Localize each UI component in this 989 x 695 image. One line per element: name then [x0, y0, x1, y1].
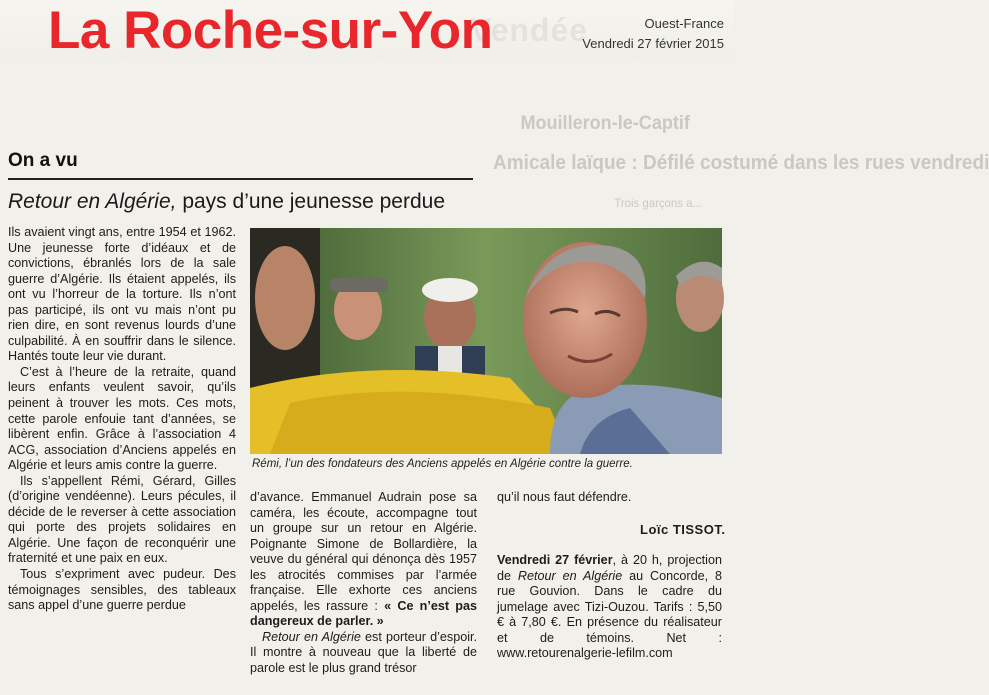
- paragraph-5: [250, 490, 477, 630]
- paragraph-4: Tous s’expriment avec pudeur. Des témoignages sensibles, des tableaux sans appel d’une guerre perdue: [8, 567, 236, 613]
- publication-date: Vendredi 27 février 2015: [582, 36, 724, 51]
- headline-italic: Retour en Algérie,: [8, 190, 177, 213]
- paragraph-6: [250, 630, 477, 677]
- paragraph-6-text: est porteur d’espoir. Il montre à nouveau que la liberté de parole est le plus grand trésor: [250, 629, 478, 676]
- paragraph-3: Ils s’appellent Rémi, Gérard, Gilles (d’origine vendéenne). Leurs pécules, il décide de le reverser à cette association qui porte des projets solidaires en Algérie. Une façon de reconquérir une fraternité et une paix en eux.: [8, 473, 236, 566]
- paragraph-7: qu’il nous faut défendre.: [497, 490, 632, 504]
- bleed-through-line-2: Amicale laïque : Défilé costumé dans les rues vendredi: [493, 152, 989, 174]
- paragraph-5-text: d’avance. Emmanuel Audrain pose sa caméra, les écoute, accompagne tout un groupe sur un retour en Algérie. Poignante Simone de Bollardière, la veuve du général qui dénonça dès 1957 les atrocités commises par l’armée française. Elle exhorte ces anciens appelés, les rassure :: [250, 490, 477, 613]
- film-title: Retour en Algérie: [262, 629, 361, 644]
- article-column-2: [250, 490, 477, 677]
- newspaper-name: Ouest-France: [644, 16, 724, 31]
- bleed-through-masthead: Vendée: [470, 12, 589, 48]
- screening-date: Vendredi 27 février: [497, 553, 613, 567]
- city-title: La Roche-sur-Yon: [48, 1, 493, 60]
- paragraph-1: Ils avaient vingt ans, entre 1954 et 1962. Une jeunesse forte d’idéaux et de convictions, ébranlés lors de la sale guerre d’Algérie. Ils étaient appelés, ils ont vu l’horreur de la torture. Ils n’ont pas participé, ils ont vu mais n’ont pu rien dire, en sont revenus lourds d’une culpabilité. À en souffrir dans le silence. Hantés toute leur vie durant.: [8, 225, 236, 364]
- article-photo: [250, 228, 722, 454]
- section-rubric: On a vu: [8, 150, 78, 171]
- article-column-3: [497, 490, 722, 506]
- photo-caption: Rémi, l’un des fondateurs des Anciens appelés en Algérie contre la guerre.: [252, 458, 633, 470]
- screening-text-1: , à 20 h, projection de: [497, 553, 722, 583]
- screening-info: [497, 553, 722, 662]
- bleed-through-line-1: Mouilleron-le-Captif: [520, 113, 690, 134]
- paragraph-2: C’est à l’heure de la retraite, quand leurs enfants veulent savoir, qu’ils peinent à trouver les mots. Ces mots, cette parole enfouie tant d’années, se libèrent enfin. Grâce à l’association 4 ACG, association d’Anciens appelés en Algérie et leurs amis contre la guerre.: [8, 364, 236, 473]
- author-signature: Loïc TISSOT.: [640, 522, 726, 537]
- bleed-through-line-3: Trois garçons a...: [614, 196, 702, 210]
- screening-film-title: Retour en Algérie: [517, 568, 623, 583]
- photo-illustration: [250, 228, 722, 454]
- masthead: [0, 0, 734, 62]
- screening-text-2: au Concorde, 8 rue Gouvion. Dans le cadre du jumelage avec Tizi-Ouzou. Tarifs : 5,50 € à 7,80 €. En présence du réalisateur et de témoins. Net : www.retourenalgerie-lefilm.com: [497, 568, 722, 661]
- quote: « Ce n’est pas dangereux de parler. »: [250, 598, 478, 629]
- article-column-1: [8, 225, 236, 614]
- article-headline: [8, 190, 445, 214]
- rubric-rule: [8, 178, 473, 180]
- headline-rest: pays d’une jeunesse perdue: [176, 190, 446, 213]
